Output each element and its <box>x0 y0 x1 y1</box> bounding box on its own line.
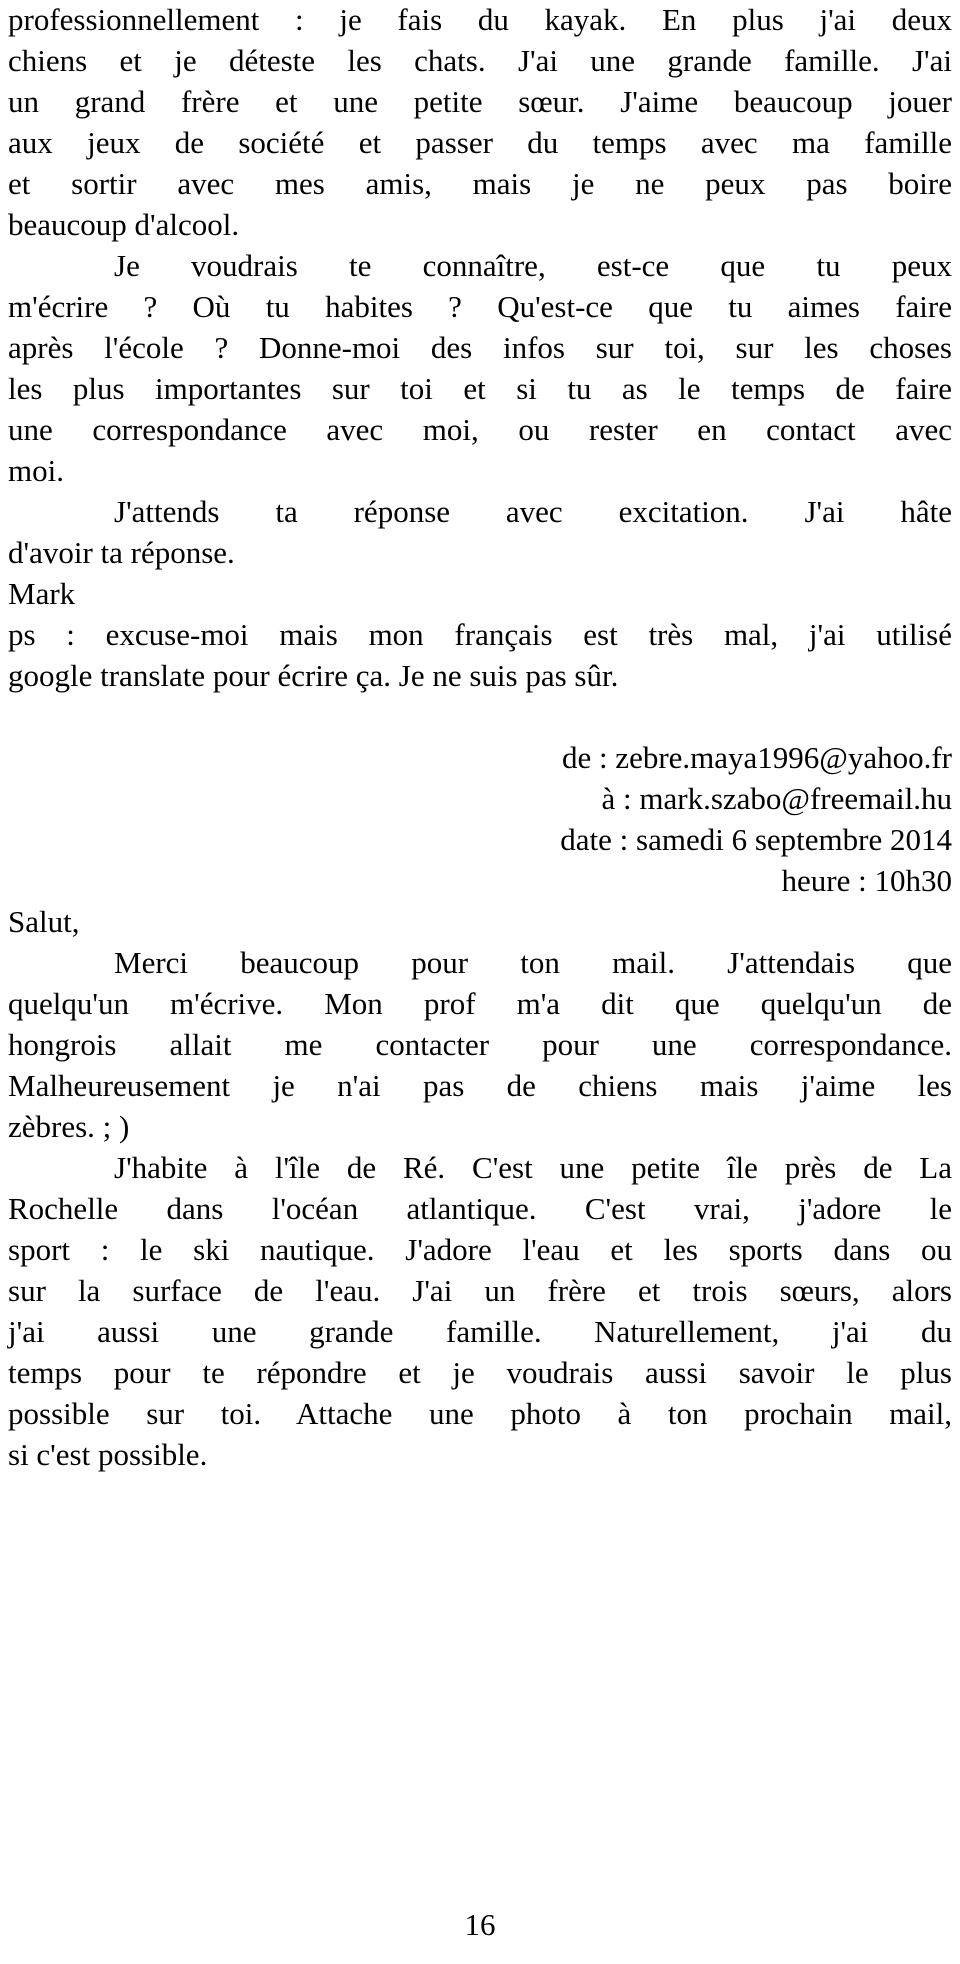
text-line: professionnellement : je fais du kayak. En plus j'ai deux <box>8 2 952 37</box>
document-page <box>8 0 952 1964</box>
text-line: une correspondance avec moi, ou rester en contact avec <box>8 412 952 447</box>
greeting: Salut, <box>8 904 80 939</box>
signature: Mark <box>8 576 76 611</box>
text-line: J'habite à l'île de Ré. C'est une petite île près de La <box>114 1150 952 1185</box>
text-line: sur la surface de l'eau. J'ai un frère et trois sœurs, alors <box>8 1273 952 1308</box>
text-line: après l'école ? Donne-moi des infos sur toi, sur les choses <box>8 330 952 365</box>
text-line: aux jeux de société et passer du temps avec ma famille <box>8 125 952 160</box>
text-line: chiens et je déteste les chats. J'ai une grande famille. J'ai <box>8 43 952 78</box>
text-line: zèbres. ; ) <box>8 1109 130 1144</box>
text-line: J'attends ta réponse avec excitation. J'ai hâte <box>114 494 952 529</box>
text-line: moi. <box>8 453 64 488</box>
email-date: date : samedi 6 septembre 2014 <box>560 822 952 857</box>
email-time: heure : 10h30 <box>781 863 952 898</box>
text-line: beaucoup d'alcool. <box>8 207 240 242</box>
text-line: Malheureusement je n'ai pas de chiens mais j'aime les <box>8 1068 952 1103</box>
text-line: m'écrire ? Où tu habites ? Qu'est-ce que tu aimes faire <box>8 289 952 324</box>
text-line: un grand frère et une petite sœur. J'aime beaucoup jouer <box>8 84 952 119</box>
text-line: hongrois allait me contacter pour une correspondance. <box>8 1027 952 1062</box>
text-line: si c'est possible. <box>8 1437 208 1472</box>
text-line: Merci beaucoup pour ton mail. J'attendais que <box>114 945 952 980</box>
text-line: sport : le ski nautique. J'adore l'eau et les sports dans ou <box>8 1232 952 1267</box>
text-line: ps : excuse-moi mais mon français est très mal, j'ai utilisé <box>8 617 952 652</box>
email-from: de : zebre.maya1996@yahoo.fr <box>561 740 952 775</box>
text-line: possible sur toi. Attache une photo à ton prochain mail, <box>8 1396 952 1431</box>
text-line: d'avoir ta réponse. <box>8 535 235 570</box>
text-line: j'ai aussi une grande famille. Naturellement, j'ai du <box>8 1314 952 1349</box>
text-line: Rochelle dans l'océan atlantique. C'est vrai, j'adore le <box>8 1191 952 1226</box>
text-line: quelqu'un m'écrive. Mon prof m'a dit que quelqu'un de <box>8 986 952 1021</box>
text-line: les plus importantes sur toi et si tu as le temps de faire <box>8 371 952 406</box>
text-line: Je voudrais te connaître, est-ce que tu peux <box>114 248 952 283</box>
text-line: google translate pour écrire ça. Je ne suis pas sûr. <box>8 658 619 693</box>
text-line: et sortir avec mes amis, mais je ne peux pas boire <box>8 166 952 201</box>
text-line: temps pour te répondre et je voudrais aussi savoir le plus <box>8 1355 952 1390</box>
page-number: 16 <box>464 1907 496 1942</box>
email-to: à : mark.szabo@freemail.hu <box>601 781 952 816</box>
